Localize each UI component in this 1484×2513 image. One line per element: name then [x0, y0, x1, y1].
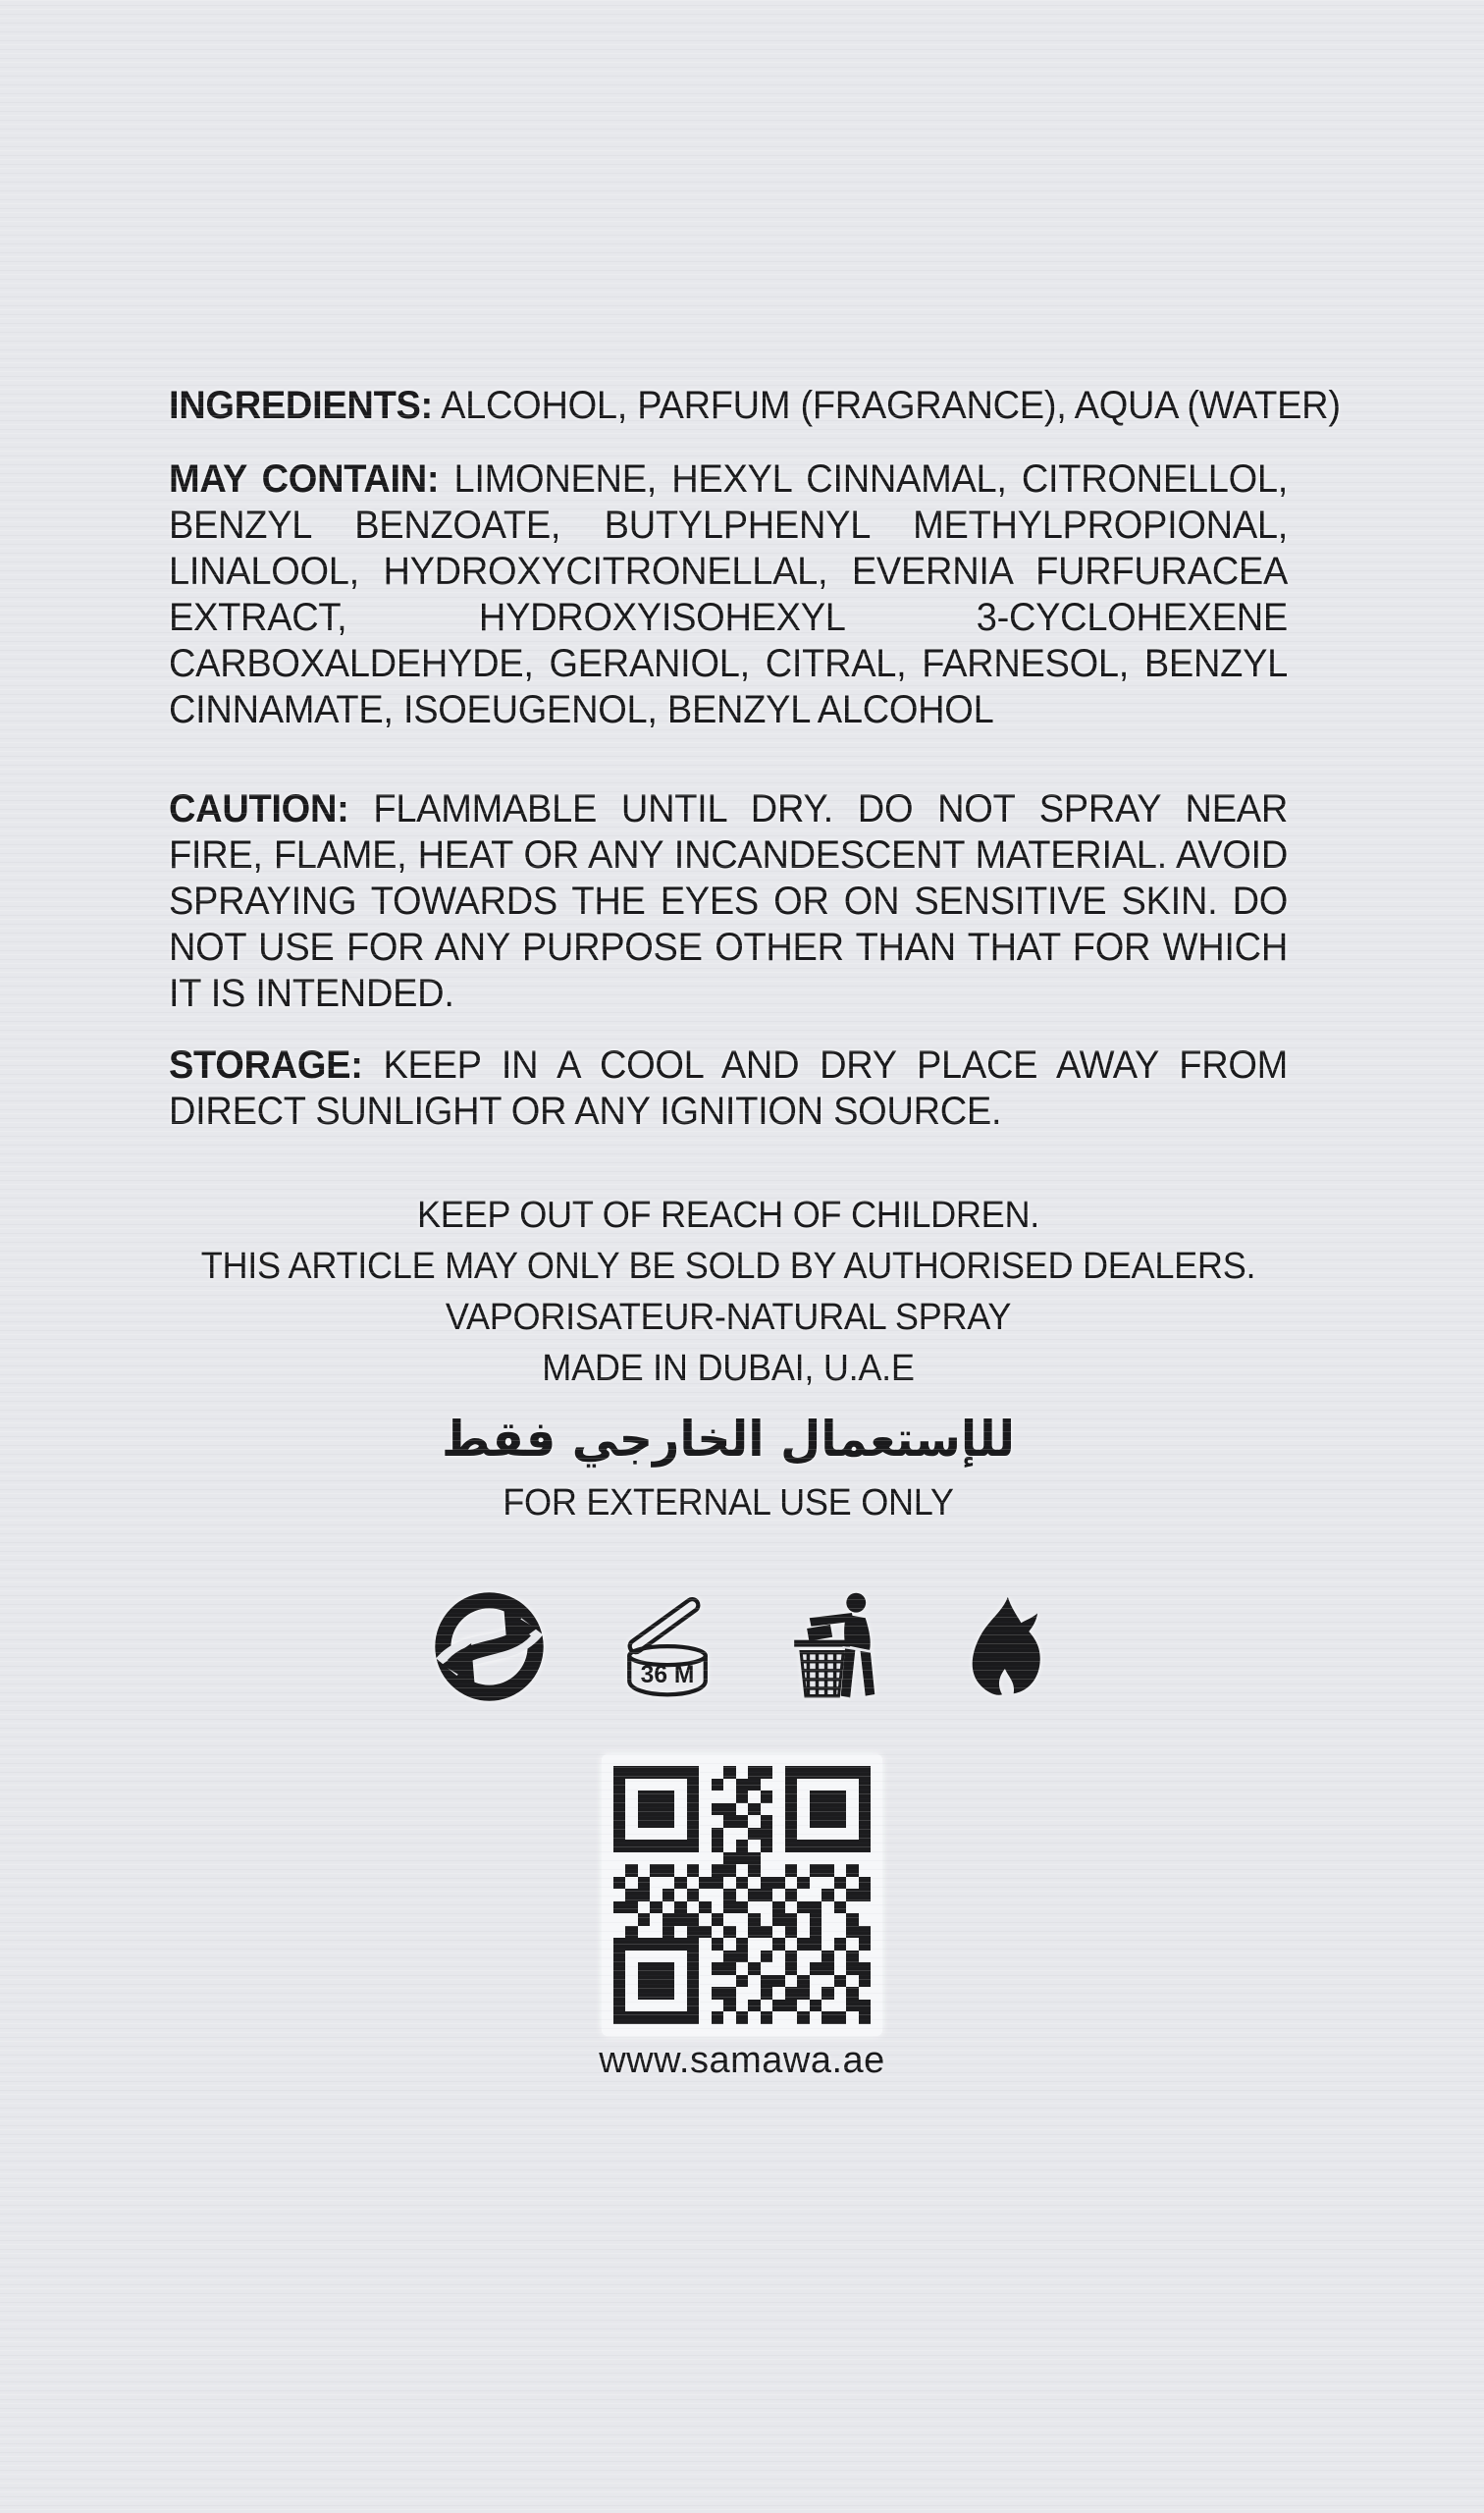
- caution-paragraph: [169, 786, 1288, 1017]
- label-text-column: [169, 0, 1341, 1526]
- qr-block: [0, 1754, 1484, 2082]
- notice-authorised-dealers: THIS ARTICLE MAY ONLY BE SOLD BY AUTHORISED DEALERS.: [200, 1246, 1256, 1287]
- external-use-line: FOR EXTERNAL USE ONLY: [503, 1482, 954, 1524]
- notices-block: [169, 1190, 1288, 1394]
- notice-vaporisateur: VAPORISATEUR-NATURAL SPRAY: [445, 1297, 1012, 1338]
- flammable-icon: [953, 1593, 1051, 1703]
- green-dot-recycle-icon: [433, 1590, 546, 1703]
- may-contain-heading: MAY CONTAIN:: [169, 457, 440, 501]
- storage-paragraph: [169, 1043, 1288, 1135]
- arabic-external-use-notice: للإستعمال الخارجي فقط: [442, 1411, 1015, 1468]
- may-contain-paragraph: [169, 456, 1288, 733]
- pao-duration-label: 36 M: [640, 1662, 695, 1689]
- ingredients-text: ALCOHOL, PARFUM (FRAGRANCE), AQUA (WATER): [441, 384, 1341, 427]
- qr-code: [602, 1754, 883, 2036]
- may-contain-text: LIMONENE, HEXYL CINNAMAL, CITRONELLOL, BENZYL BENZOATE, BUTYLPHENYL METHYLPROPIONAL, LINALOOL, HYDROXYCITRONELLAL, EVERNIA FURFURACEA EXTRACT, HYDROXYISOHEXYL 3-CYCLOHEXENE CARBOXALDEHYDE, GERANIOL, CITRAL, FARNESOL, BENZYL CINNAMATE, ISOEUGENOL, BENZYL ALCOHOL: [169, 457, 1288, 731]
- caution-text: FLAMMABLE UNTIL DRY. DO NOT SPRAY NEAR FIRE, FLAME, HEAT OR ANY INCANDESCENT MATERIAL. AVOID SPRAYING TOWARDS THE EYES OR ON SENSITIVE SKIN. DO NOT USE FOR ANY PURPOSE OTHER THAN THAT FOR WHICH IT IS INTENDED.: [169, 787, 1288, 1015]
- regulatory-symbols-row: [0, 1583, 1484, 1703]
- caution-heading: CAUTION:: [169, 787, 349, 830]
- storage-heading: STORAGE:: [169, 1043, 363, 1087]
- pao-36m-icon: [616, 1595, 718, 1703]
- ingredients-heading: INGREDIENTS:: [169, 384, 433, 427]
- tidy-man-icon: [789, 1585, 882, 1703]
- ingredients-paragraph: [169, 383, 1341, 429]
- notice-keep-out-of-reach: KEEP OUT OF REACH OF CHILDREN.: [416, 1195, 1040, 1236]
- notice-made-in: MADE IN DUBAI, U.A.E: [542, 1348, 915, 1389]
- website-url: www.samawa.ae: [599, 2039, 885, 2081]
- storage-text: KEEP IN A COOL AND DRY PLACE AWAY FROM DIRECT SUNLIGHT OR ANY IGNITION SOURCE.: [169, 1043, 1288, 1133]
